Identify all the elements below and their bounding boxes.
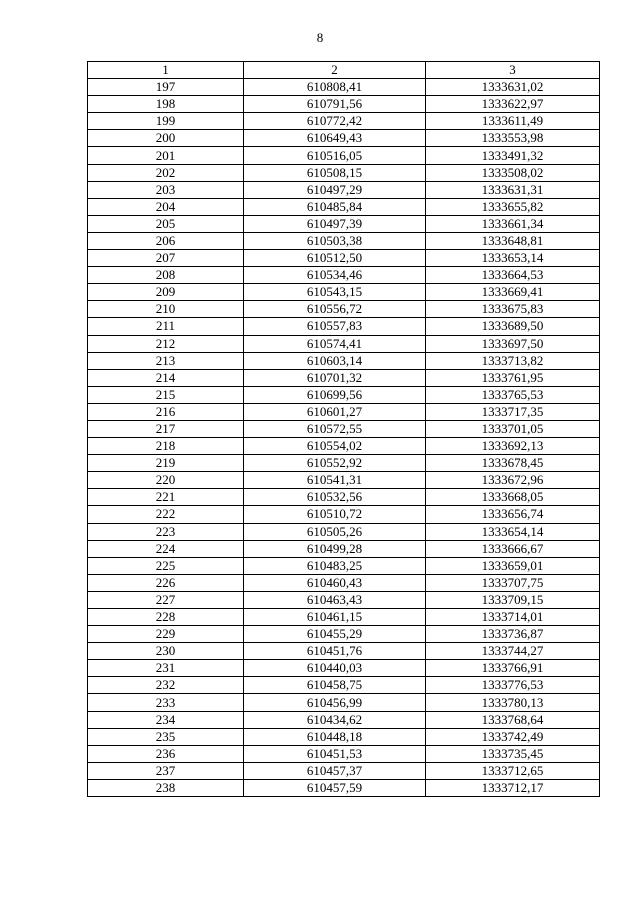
table-row [88,130,600,147]
x-coordinate-cell: 610512,50 [244,250,426,267]
table-row [88,284,600,301]
y-coordinate-cell: 1333712,65 [426,762,600,779]
point-number-cell: 201 [88,147,244,164]
table-row [88,352,600,369]
table-row [88,420,600,437]
point-number-cell: 237 [88,762,244,779]
x-coordinate-cell: 610483,25 [244,557,426,574]
x-coordinate-cell: 610499,28 [244,540,426,557]
table-header-row [88,62,600,79]
x-coordinate-cell: 610457,37 [244,762,426,779]
point-number-cell: 214 [88,369,244,386]
table-row [88,728,600,745]
table-row [88,643,600,660]
point-number-cell: 206 [88,232,244,249]
y-coordinate-cell: 1333655,82 [426,198,600,215]
x-coordinate-cell: 610458,75 [244,677,426,694]
point-number-cell: 220 [88,472,244,489]
x-coordinate-cell: 610557,83 [244,318,426,335]
x-coordinate-cell: 610543,15 [244,284,426,301]
point-number-cell: 208 [88,267,244,284]
x-coordinate-cell: 610497,39 [244,215,426,232]
table-row [88,762,600,779]
y-coordinate-cell: 1333611,49 [426,113,600,130]
table-row [88,215,600,232]
table-row [88,232,600,249]
x-coordinate-cell: 610603,14 [244,352,426,369]
table-row [88,318,600,335]
table-row [88,557,600,574]
point-number-cell: 231 [88,660,244,677]
table-row [88,779,600,796]
y-coordinate-cell: 1333742,49 [426,728,600,745]
table-row [88,438,600,455]
y-coordinate-cell: 1333712,17 [426,779,600,796]
point-number-cell: 219 [88,455,244,472]
x-coordinate-cell: 610440,03 [244,660,426,677]
y-coordinate-cell: 1333735,45 [426,745,600,762]
table-row [88,626,600,643]
point-number-cell: 216 [88,403,244,420]
x-coordinate-cell: 610534,46 [244,267,426,284]
y-coordinate-cell: 1333666,67 [426,540,600,557]
x-coordinate-cell: 610541,31 [244,472,426,489]
point-number-cell: 204 [88,198,244,215]
x-coordinate-cell: 610503,38 [244,232,426,249]
x-coordinate-cell: 610532,56 [244,489,426,506]
y-coordinate-cell: 1333707,75 [426,574,600,591]
y-coordinate-cell: 1333631,31 [426,181,600,198]
y-coordinate-cell: 1333664,53 [426,267,600,284]
point-number-cell: 227 [88,591,244,608]
table-row [88,540,600,557]
x-coordinate-cell: 610463,43 [244,591,426,608]
y-coordinate-cell: 1333668,05 [426,489,600,506]
table-body [88,79,600,797]
x-coordinate-cell: 610516,05 [244,147,426,164]
y-coordinate-cell: 1333780,13 [426,694,600,711]
x-coordinate-cell: 610460,43 [244,574,426,591]
table-row [88,147,600,164]
x-coordinate-cell: 610554,02 [244,438,426,455]
y-coordinate-cell: 1333669,41 [426,284,600,301]
point-number-cell: 224 [88,540,244,557]
table-row [88,386,600,403]
table-row [88,591,600,608]
y-coordinate-cell: 1333765,53 [426,386,600,403]
point-number-cell: 223 [88,523,244,540]
x-coordinate-cell: 610485,84 [244,198,426,215]
y-coordinate-cell: 1333697,50 [426,335,600,352]
column-header-3: 3 [426,62,600,79]
point-number-cell: 226 [88,574,244,591]
table-row [88,335,600,352]
table-row [88,694,600,711]
y-coordinate-cell: 1333659,01 [426,557,600,574]
y-coordinate-cell: 1333701,05 [426,420,600,437]
point-number-cell: 203 [88,181,244,198]
table-row [88,523,600,540]
x-coordinate-cell: 610456,99 [244,694,426,711]
x-coordinate-cell: 610434,62 [244,711,426,728]
point-number-cell: 199 [88,113,244,130]
table-row [88,677,600,694]
point-number-cell: 210 [88,301,244,318]
y-coordinate-cell: 1333656,74 [426,506,600,523]
y-coordinate-cell: 1333713,82 [426,352,600,369]
table-row [88,745,600,762]
page-number: 8 [316,30,324,45]
point-number-cell: 228 [88,609,244,626]
point-number-cell: 238 [88,779,244,796]
x-coordinate-cell: 610455,29 [244,626,426,643]
table-row [88,301,600,318]
x-coordinate-cell: 610572,55 [244,420,426,437]
column-header-2: 2 [244,62,426,79]
x-coordinate-cell: 610457,59 [244,779,426,796]
column-header-1: 1 [88,62,244,79]
point-number-cell: 218 [88,438,244,455]
point-number-cell: 233 [88,694,244,711]
x-coordinate-cell: 610451,76 [244,643,426,660]
y-coordinate-cell: 1333491,32 [426,147,600,164]
table-row [88,489,600,506]
table-row [88,711,600,728]
point-number-cell: 230 [88,643,244,660]
point-number-cell: 225 [88,557,244,574]
y-coordinate-cell: 1333768,64 [426,711,600,728]
y-coordinate-cell: 1333661,34 [426,215,600,232]
table-row [88,267,600,284]
table-row [88,164,600,181]
point-number-cell: 213 [88,352,244,369]
y-coordinate-cell: 1333776,53 [426,677,600,694]
y-coordinate-cell: 1333653,14 [426,250,600,267]
y-coordinate-cell: 1333689,50 [426,318,600,335]
y-coordinate-cell: 1333648,81 [426,232,600,249]
y-coordinate-cell: 1333672,96 [426,472,600,489]
y-coordinate-cell: 1333714,01 [426,609,600,626]
y-coordinate-cell: 1333553,98 [426,130,600,147]
table-row [88,609,600,626]
table-row [88,96,600,113]
x-coordinate-cell: 610552,92 [244,455,426,472]
table-row [88,369,600,386]
point-number-cell: 197 [88,79,244,96]
x-coordinate-cell: 610448,18 [244,728,426,745]
x-coordinate-cell: 610508,15 [244,164,426,181]
y-coordinate-cell: 1333761,95 [426,369,600,386]
table-row [88,403,600,420]
table-row [88,79,600,96]
x-coordinate-cell: 610510,72 [244,506,426,523]
y-coordinate-cell: 1333692,13 [426,438,600,455]
y-coordinate-cell: 1333631,02 [426,79,600,96]
x-coordinate-cell: 610808,41 [244,79,426,96]
point-number-cell: 215 [88,386,244,403]
x-coordinate-cell: 610497,29 [244,181,426,198]
y-coordinate-cell: 1333709,15 [426,591,600,608]
table-row [88,113,600,130]
table-row [88,455,600,472]
point-number-cell: 217 [88,420,244,437]
table-row [88,198,600,215]
y-coordinate-cell: 1333744,27 [426,643,600,660]
x-coordinate-cell: 610556,72 [244,301,426,318]
y-coordinate-cell: 1333654,14 [426,523,600,540]
table-row [88,250,600,267]
y-coordinate-cell: 1333675,83 [426,301,600,318]
point-number-cell: 212 [88,335,244,352]
y-coordinate-cell: 1333766,91 [426,660,600,677]
x-coordinate-cell: 610649,43 [244,130,426,147]
point-number-cell: 222 [88,506,244,523]
point-number-cell: 207 [88,250,244,267]
y-coordinate-cell: 1333717,35 [426,403,600,420]
point-number-cell: 232 [88,677,244,694]
y-coordinate-cell: 1333622,97 [426,96,600,113]
y-coordinate-cell: 1333736,87 [426,626,600,643]
table-row [88,506,600,523]
x-coordinate-cell: 610791,56 [244,96,426,113]
y-coordinate-cell: 1333508,02 [426,164,600,181]
point-number-cell: 200 [88,130,244,147]
point-number-cell: 236 [88,745,244,762]
x-coordinate-cell: 610601,27 [244,403,426,420]
x-coordinate-cell: 610505,26 [244,523,426,540]
point-number-cell: 235 [88,728,244,745]
point-number-cell: 229 [88,626,244,643]
x-coordinate-cell: 610451,53 [244,745,426,762]
point-number-cell: 209 [88,284,244,301]
x-coordinate-cell: 610772,42 [244,113,426,130]
x-coordinate-cell: 610701,32 [244,369,426,386]
table-row [88,574,600,591]
point-number-cell: 211 [88,318,244,335]
x-coordinate-cell: 610574,41 [244,335,426,352]
point-number-cell: 234 [88,711,244,728]
y-coordinate-cell: 1333678,45 [426,455,600,472]
point-number-cell: 202 [88,164,244,181]
coordinates-table [87,61,600,797]
table-row [88,181,600,198]
point-number-cell: 198 [88,96,244,113]
point-number-cell: 221 [88,489,244,506]
point-number-cell: 205 [88,215,244,232]
x-coordinate-cell: 610699,56 [244,386,426,403]
x-coordinate-cell: 610461,15 [244,609,426,626]
table-row [88,660,600,677]
table-row [88,472,600,489]
